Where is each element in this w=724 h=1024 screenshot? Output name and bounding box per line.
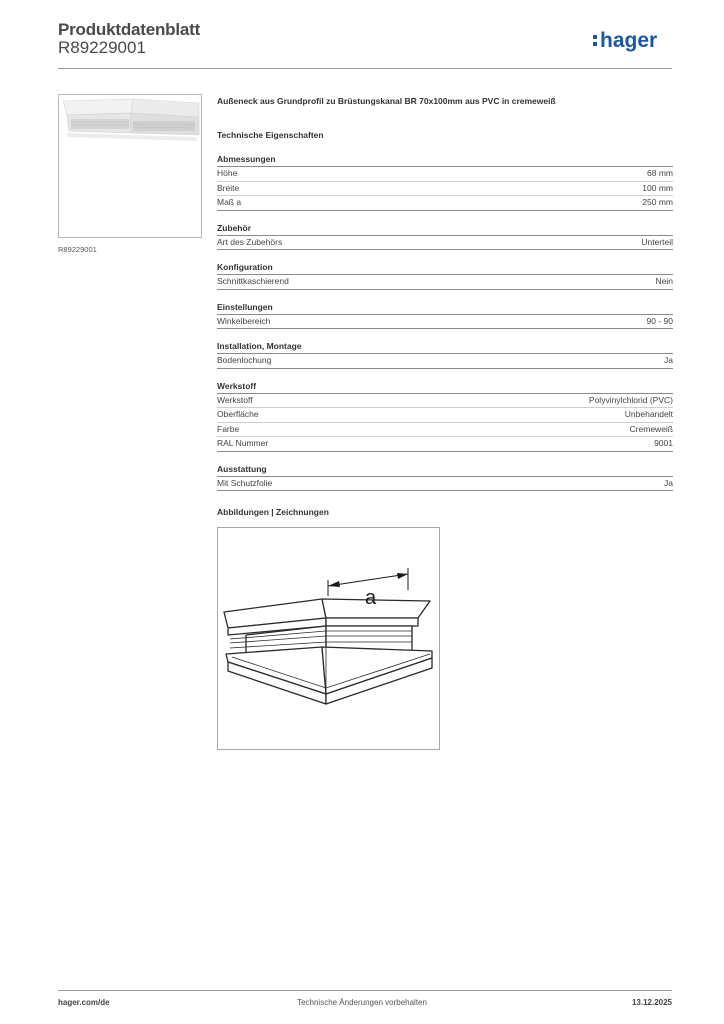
spec-value: Unbehandelt [624,409,673,419]
spec-value: Ja [664,477,673,488]
page-title: Produktdatenblatt [58,20,201,39]
spec-value: Ja [664,355,673,365]
spec-label: Werkstoff [217,394,253,405]
section-title: Installation, Montage [217,340,673,354]
spec-row [217,477,673,492]
footer-divider [58,990,672,991]
section-rows [217,477,673,492]
product-code: R89229001 [58,38,146,57]
spec-value: 68 mm [647,168,673,178]
spec-value: Unterteil [641,236,673,247]
spec-value: 90 - 90 [646,315,673,326]
section-rows [217,275,673,290]
spec-value: 100 mm [642,182,673,193]
dimension-label: a [365,587,377,609]
product-photo [59,95,201,237]
spec-row [217,354,673,369]
logo-text: hager [600,29,658,52]
header-divider [58,68,672,69]
technical-drawing [217,527,440,750]
product-details [217,94,673,491]
spec-label: Breite [217,182,240,193]
spec-section [217,153,673,211]
spec-label: Farbe [217,423,240,434]
spec-value: Cremeweiß [629,423,673,434]
section-rows [217,354,673,369]
spec-value: 250 mm [642,197,673,207]
spec-row [217,236,673,251]
product-description: Außeneck aus Grundprofil zu Brüstungskanal BR 70x100mm aus PVC in cremeweiß [217,96,556,106]
spec-row [217,315,673,330]
figures-heading: Abbildungen | Zeichnungen [217,507,329,517]
spec-value: Polyvinylchlorid (PVC) [588,394,673,405]
spec-row [217,437,673,452]
product-thumbnail [58,94,202,238]
spec-sections [217,153,673,491]
spec-label: RAL Nummer [217,438,269,448]
section-title: Ausstattung [217,463,673,477]
spec-section [217,340,673,369]
spec-row [217,275,673,290]
hager-logo [592,26,674,56]
spec-label: Maß a [217,197,242,207]
spec-value: Nein [655,276,673,286]
spec-section [217,301,673,330]
spec-label: Oberfläche [217,409,259,419]
spec-label: Bodenlochung [217,355,272,365]
spec-row [217,408,673,423]
tech-properties-heading: Technische Eigenschaften [217,130,324,140]
section-rows [217,236,673,251]
section-title: Einstellungen [217,301,673,315]
footer-website[interactable]: hager.com/de [58,998,110,1007]
thumbnail-caption: R89229001 [58,245,97,254]
spec-section [217,463,673,492]
footer-date: 13.12.2025 [631,998,672,1007]
spec-row [217,196,673,211]
spec-label: Höhe [217,168,238,178]
spec-row [217,182,673,197]
footer-notice: Technische Änderungen vorbehalten [297,998,427,1007]
spec-label: Mit Schutzfolie [217,477,273,488]
section-title: Zubehör [217,222,673,236]
spec-section [217,222,673,251]
spec-row [217,167,673,182]
section-rows [217,394,673,452]
spec-section [217,380,673,452]
spec-label: Art des Zubehörs [217,236,283,247]
section-title: Konfiguration [217,261,673,275]
spec-row [217,423,673,438]
corner-drawing [218,528,439,749]
section-rows [217,167,673,211]
spec-section [217,261,673,290]
section-rows [217,315,673,330]
spec-label: Winkelbereich [217,315,271,326]
spec-label: Schnittkaschierend [217,276,289,286]
spec-row [217,394,673,409]
section-title: Werkstoff [217,380,673,394]
spec-value: 9001 [654,438,673,448]
section-title: Abmessungen [217,153,673,167]
